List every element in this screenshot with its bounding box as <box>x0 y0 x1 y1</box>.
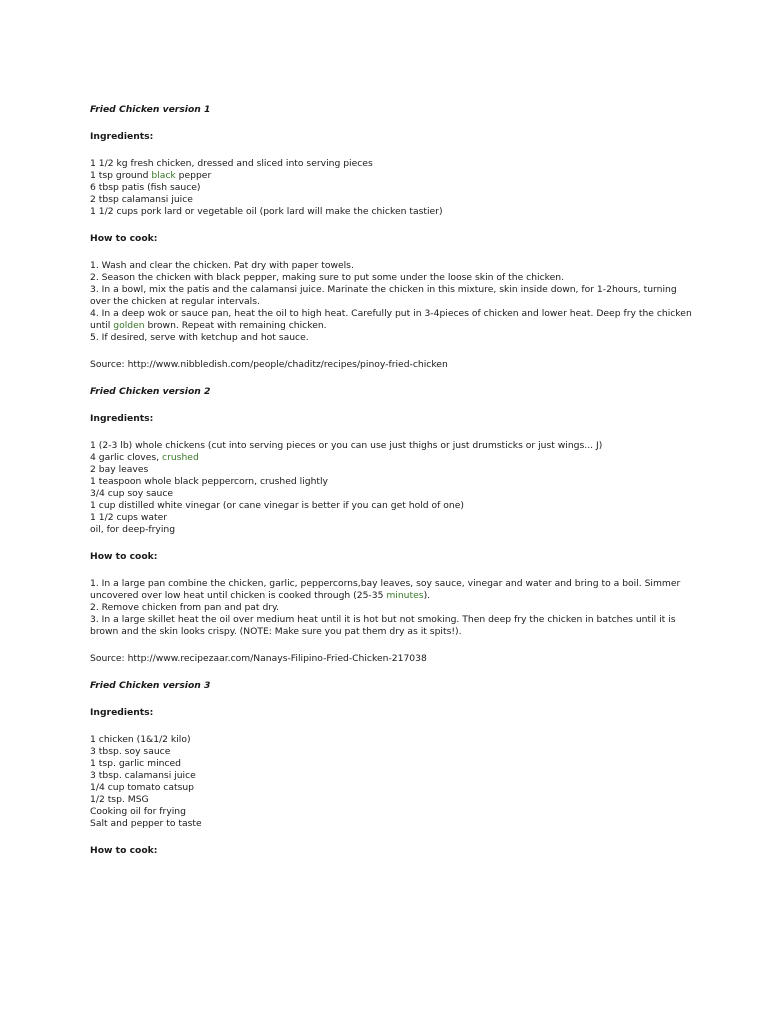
cook-heading: How to cook: <box>90 845 158 856</box>
ingredients-heading: Ingredients: <box>90 131 154 142</box>
ingredient-item: 3 tbsp. calamansi juice <box>90 770 196 781</box>
steps-list <box>90 260 690 344</box>
steps-list <box>90 578 690 638</box>
step-item: 3. In a large skillet heat the oil over medium heat until it is hot but not smoking. Then deep fry the chicken in batches until it is <box>90 614 676 625</box>
step-item: 3. In a bowl, mix the patis and the calamansi juice. Marinate the chicken in this mixture, skin inside down, for 1-2hours, turning <box>90 284 677 295</box>
ingredient-item: 3/4 cup soy sauce <box>90 488 174 499</box>
cook-heading: How to cook: <box>90 233 158 244</box>
recipe-title: Fried Chicken version 1 <box>90 104 211 115</box>
step-item-continued: brown and the skin looks crispy. (NOTE: Make sure you pat them dry as it spits!). <box>90 626 462 637</box>
recipe-section-2 <box>90 386 690 665</box>
keyword-link[interactable]: black <box>151 170 176 181</box>
step-item: 2. Remove chicken from pan and pat dry. <box>90 602 280 613</box>
ingredients-heading: Ingredients: <box>90 413 154 424</box>
ingredient-item: 1 tsp ground black pepper <box>90 170 212 181</box>
ingredient-item: 4 garlic cloves, crushed <box>90 452 199 463</box>
ingredient-item: 2 bay leaves <box>90 464 149 475</box>
recipe-section-3 <box>90 680 690 857</box>
ingredients-list <box>90 440 690 536</box>
step-item: 5. If desired, serve with ketchup and hot sauce. <box>90 332 309 343</box>
step-item: 1. In a large pan combine the chicken, garlic, peppercorns,bay leaves, soy sauce, vinegar and water and bring to a boil. Simmer <box>90 578 681 589</box>
ingredient-item: 1 tsp. garlic minced <box>90 758 182 769</box>
ingredient-item: 1 (2-3 lb) whole chickens (cut into serving pieces or you can use just thighs or just drumsticks or just wings... J) <box>90 440 603 451</box>
step-item-continued: uncovered over low heat until chicken is cooked through (25-35 minutes). <box>90 590 431 601</box>
source-line: Source: http://www.nibbledish.com/people/chaditz/recipes/pinoy-fried-chicken <box>90 359 448 370</box>
ingredient-item: 1 teaspoon whole black peppercorn, crushed lightly <box>90 476 328 487</box>
keyword-link[interactable]: minutes <box>386 590 424 601</box>
source-line: Source: http://www.recipezaar.com/Nanays-Filipino-Fried-Chicken-217038 <box>90 653 427 664</box>
step-item: 4. In a deep wok or sauce pan, heat the oil to high heat. Carefully put in 3-4pieces of chicken and lower heat. Deep fry the chicken <box>90 308 692 319</box>
step-item: 2. Season the chicken with black pepper, making sure to put some under the loose skin of the chicken. <box>90 272 565 283</box>
ingredients-list <box>90 158 690 218</box>
recipe-section-1 <box>90 104 690 371</box>
ingredient-item: Salt and pepper to taste <box>90 818 202 829</box>
ingredient-item: Cooking oil for frying <box>90 806 186 817</box>
ingredient-item: 6 tbsp patis (fish sauce) <box>90 182 201 193</box>
ingredient-item: 2 tbsp calamansi juice <box>90 194 193 205</box>
ingredient-item: 1 chicken (1&1/2 kilo) <box>90 734 191 745</box>
ingredient-item: 1 1/2 kg fresh chicken, dressed and sliced into serving pieces <box>90 158 373 169</box>
ingredient-item: 3 tbsp. soy sauce <box>90 746 171 757</box>
ingredient-item: 1 cup distilled white vinegar (or cane vinegar is better if you can get hold of one) <box>90 500 464 511</box>
cook-heading: How to cook: <box>90 551 158 562</box>
ingredients-heading: Ingredients: <box>90 707 154 718</box>
recipe-document <box>90 104 690 872</box>
recipe-title: Fried Chicken version 3 <box>90 680 211 691</box>
step-item-continued: over the chicken at regular intervals. <box>90 296 260 307</box>
ingredient-item: 1/2 tsp. MSG <box>90 794 149 805</box>
recipe-title: Fried Chicken version 2 <box>90 386 211 397</box>
ingredient-item: 1 1/2 cups pork lard or vegetable oil (pork lard will make the chicken tastier) <box>90 206 443 217</box>
ingredient-item: 1/4 cup tomato catsup <box>90 782 195 793</box>
keyword-link[interactable]: crushed <box>162 452 199 463</box>
ingredients-list <box>90 734 690 830</box>
step-item: 1. Wash and clear the chicken. Pat dry with paper towels. <box>90 260 354 271</box>
ingredient-item: 1 1/2 cups water <box>90 512 168 523</box>
keyword-link[interactable]: golden <box>113 320 145 331</box>
ingredient-item: oil, for deep-frying <box>90 524 176 535</box>
step-item-continued: until golden brown. Repeat with remaining chicken. <box>90 320 327 331</box>
